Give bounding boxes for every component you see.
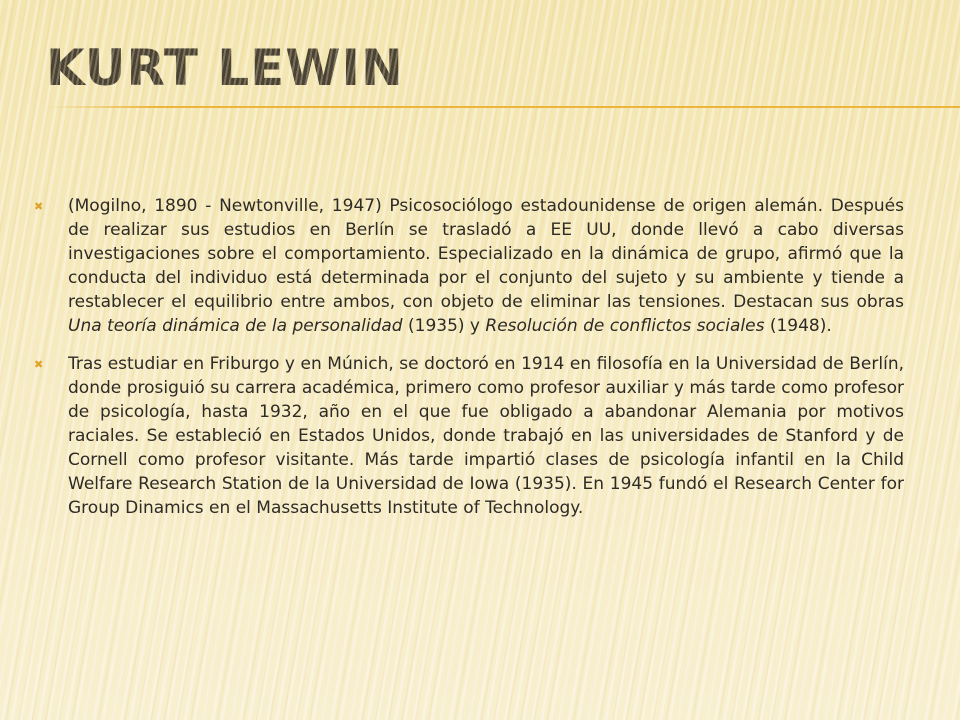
x-bullet-icon: ✖ (34, 200, 44, 213)
biography-text-year-1: (1935) y (402, 316, 486, 336)
x-bullet-icon: ✖ (34, 358, 44, 371)
work-title-conflictos: Resolución de conflictos sociales (485, 316, 765, 336)
bullet-list (34, 194, 904, 534)
bullet-item-career (34, 352, 904, 520)
work-title-personalidad: Una teoría dinámica de la personalidad (68, 316, 403, 336)
slide-title: KURT LEWIN (46, 36, 404, 100)
title-divider (46, 106, 960, 108)
biography-text: (Mogilno, 1890 - Newtonville, 1947) Psicosociólogo estadounidense de origen alemán. Después de realizar sus estudios en Berlín se trasladó a EE UU, donde llevó a cabo diversas investigaciones sobre el comportamiento. Especializado en la dinámica de grupo, afirmó que la conducta del individuo está determinada por el conjunto del sujeto y su ambiente y tiende a restablecer el equilibrio entre ambos, con objeto de eliminar las tensiones. Destacan sus obras (68, 196, 904, 312)
bullet-text-career: Tras estudiar en Friburgo y en Múnich, se doctoró en 1914 en filosofía en la Universidad de Berlín, donde prosiguió su carrera académica, primero como profesor auxiliar y más tarde como profesor de psicología, hasta 1932, año en el que fue obligado a abandonar Alemania por motivos raciales. Se estableció en Estados Unidos, donde trabajó en las universidades de Stanford y de Cornell como profesor visitante. Más tarde impartió clases de psicología infantil en la Child Welfare Research Station de la Universidad de Iowa (1935). En 1945 fundó el Research Center for Group Dinamics en el Massachusetts Institute of Technology. (68, 354, 904, 518)
bullet-text-biography (68, 194, 904, 338)
biography-text-year-2: (1948). (764, 316, 832, 336)
bullet-item-biography (34, 194, 904, 338)
